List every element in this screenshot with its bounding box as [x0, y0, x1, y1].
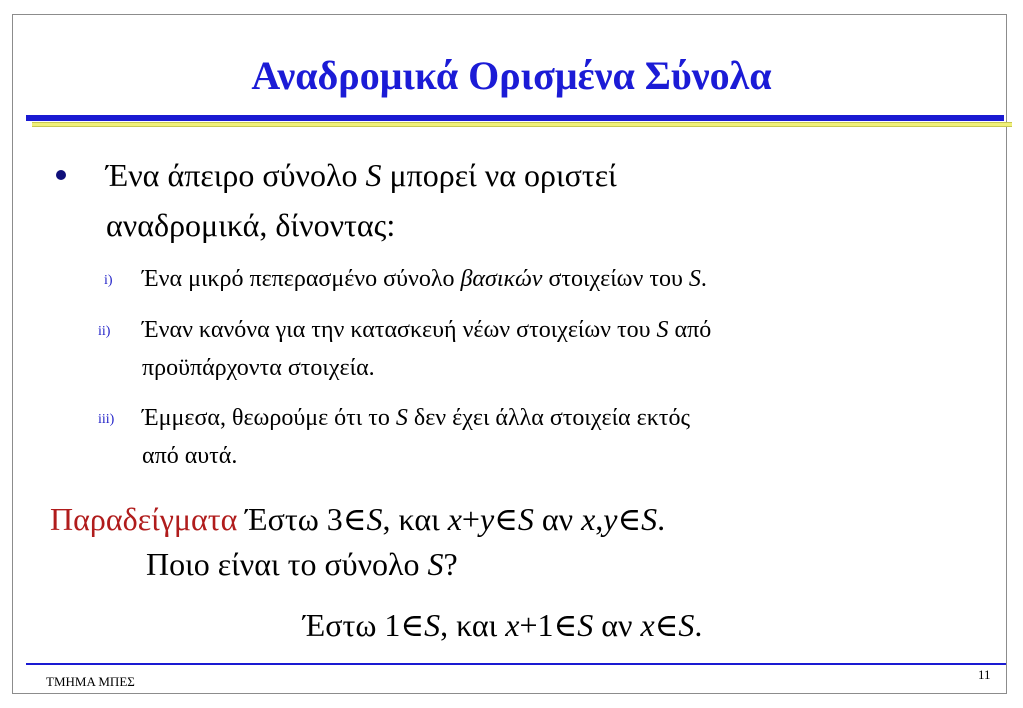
- item-1-text: Ένα μικρό πεπερασμένο σύνολο βασικών στοιχείων του S.: [142, 266, 707, 292]
- item-marker: iii): [98, 412, 115, 427]
- title-underline-yellow: [32, 122, 1012, 127]
- page-number: 11: [978, 667, 991, 682]
- example-line-1: Παραδείγματα Έστω 3∈S, και x+y∈S αν x,y∈S.: [50, 501, 666, 537]
- example-line-3: Έστω 1∈S, και x+1∈S αν x∈S.: [303, 607, 703, 643]
- footer-rule: [26, 663, 1006, 665]
- bullet-dot-icon: [56, 170, 66, 180]
- item-2-line-1: Έναν κανόνα για την κατασκευή νέων στοιχείων του S από: [142, 317, 712, 343]
- example-label: Παραδείγματα: [50, 501, 238, 537]
- item-3-line-1: Έμμεσα, θεωρούμε ότι το S δεν έχει άλλα στοιχεία εκτός: [142, 405, 690, 431]
- bullet-line-1: Ένα άπειρο σύνολο S μπορεί να οριστεί: [106, 157, 617, 193]
- title-underline-blue: [26, 115, 1004, 121]
- item-marker: ii): [98, 324, 111, 339]
- slide-title: Αναδρομικά Ορισμένα Σύνολα: [251, 53, 772, 98]
- item-3-line-2: από αυτά.: [142, 443, 238, 469]
- item-marker: i): [104, 273, 113, 288]
- example-line-2: Ποιο είναι το σύνολο S?: [146, 546, 458, 582]
- bullet-line-2: αναδρομικά, δίνοντας:: [106, 207, 396, 243]
- footer-label: ΤΜΗΜΑ ΜΠΕΣ: [46, 674, 135, 689]
- item-2-line-2: προϋπάρχοντα στοιχεία.: [142, 355, 375, 381]
